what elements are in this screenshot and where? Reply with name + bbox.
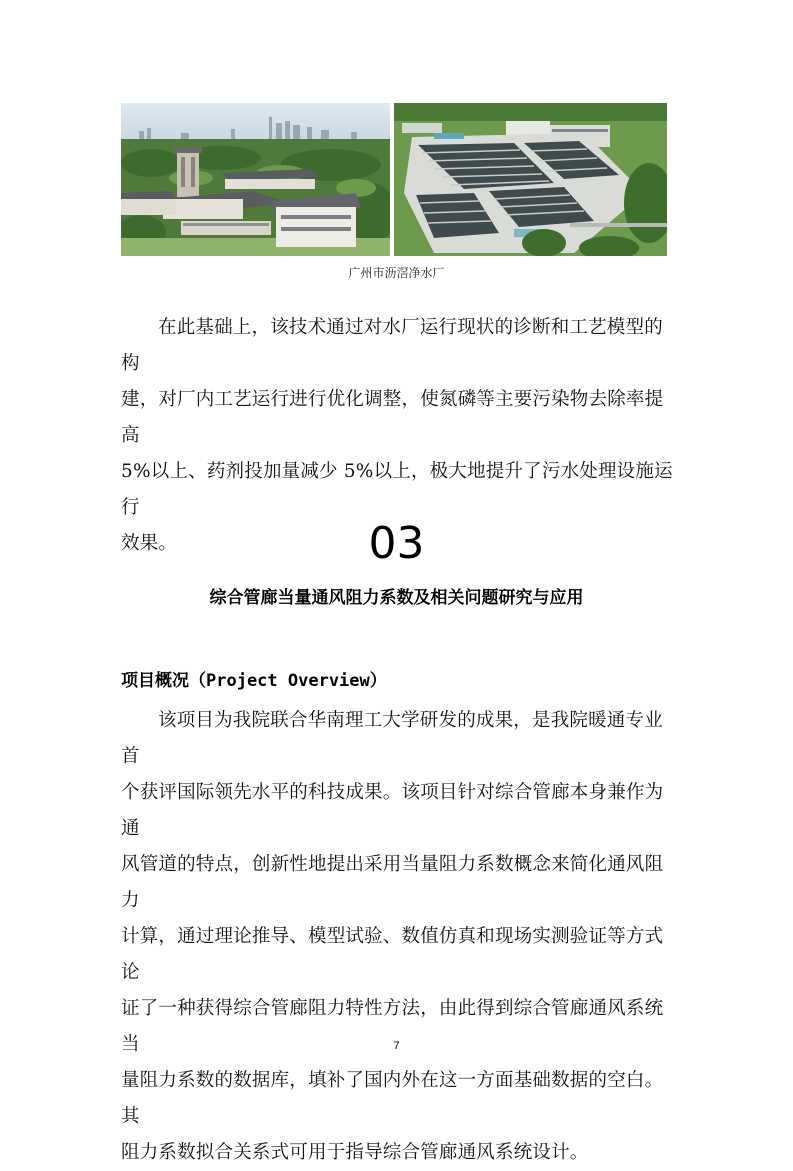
paragraph-line: 量阻力系数的数据库，填补了国内外在这一方面基础数据的空白。其 bbox=[121, 1070, 664, 1127]
paragraph-line: 在此基础上，该技术通过对水厂运行现状的诊断和工艺模型的构 bbox=[121, 317, 663, 374]
paragraph-line: 证了一种获得综合管廊阻力特性方法，由此得到综合管廊通风系统当 bbox=[121, 998, 664, 1055]
paragraph-line: 风管道的特点，创新性地提出采用当量阻力系数概念来简化通风阻力 bbox=[121, 854, 664, 911]
page-number: 7 bbox=[393, 1040, 400, 1052]
section-number: 03 bbox=[368, 518, 425, 569]
section-title: 综合管廊当量通风阻力系数及相关问题研究与应用 bbox=[209, 588, 584, 608]
paragraph-line: 计算，通过理论推导、模型试验、数值仿真和现场实测验证等方式论 bbox=[121, 926, 664, 983]
figure-caption: 广州市沥滘净水厂 bbox=[348, 266, 445, 280]
project-overview-heading: 项目概况（Project Overview） bbox=[121, 671, 387, 691]
paragraph-line: 建，对厂内工艺运行进行优化调整，使氮磷等主要污染物去除率提高 bbox=[121, 389, 664, 446]
paragraph-line: 个获评国际领先水平的科技成果。该项目针对综合管廊本身兼作为通 bbox=[121, 782, 664, 839]
plant-office-photo bbox=[121, 103, 390, 256]
paragraph-line: 阻力系数拟合关系式可用于指导综合管廊通风系统设计。 bbox=[121, 1142, 589, 1163]
paragraph-overview bbox=[121, 703, 673, 1171]
paragraph-line: 5%以上、药剂投加量减少 5%以上，极大地提升了污水处理设施运行 bbox=[121, 461, 673, 518]
paragraph-line: 效果。 bbox=[121, 533, 178, 554]
paragraph-line: 该项目为我院联合华南理工大学研发的成果，是我院暖通专业首 bbox=[121, 710, 663, 767]
treatment-tanks-photo bbox=[394, 103, 667, 256]
photo-pair bbox=[121, 103, 667, 256]
